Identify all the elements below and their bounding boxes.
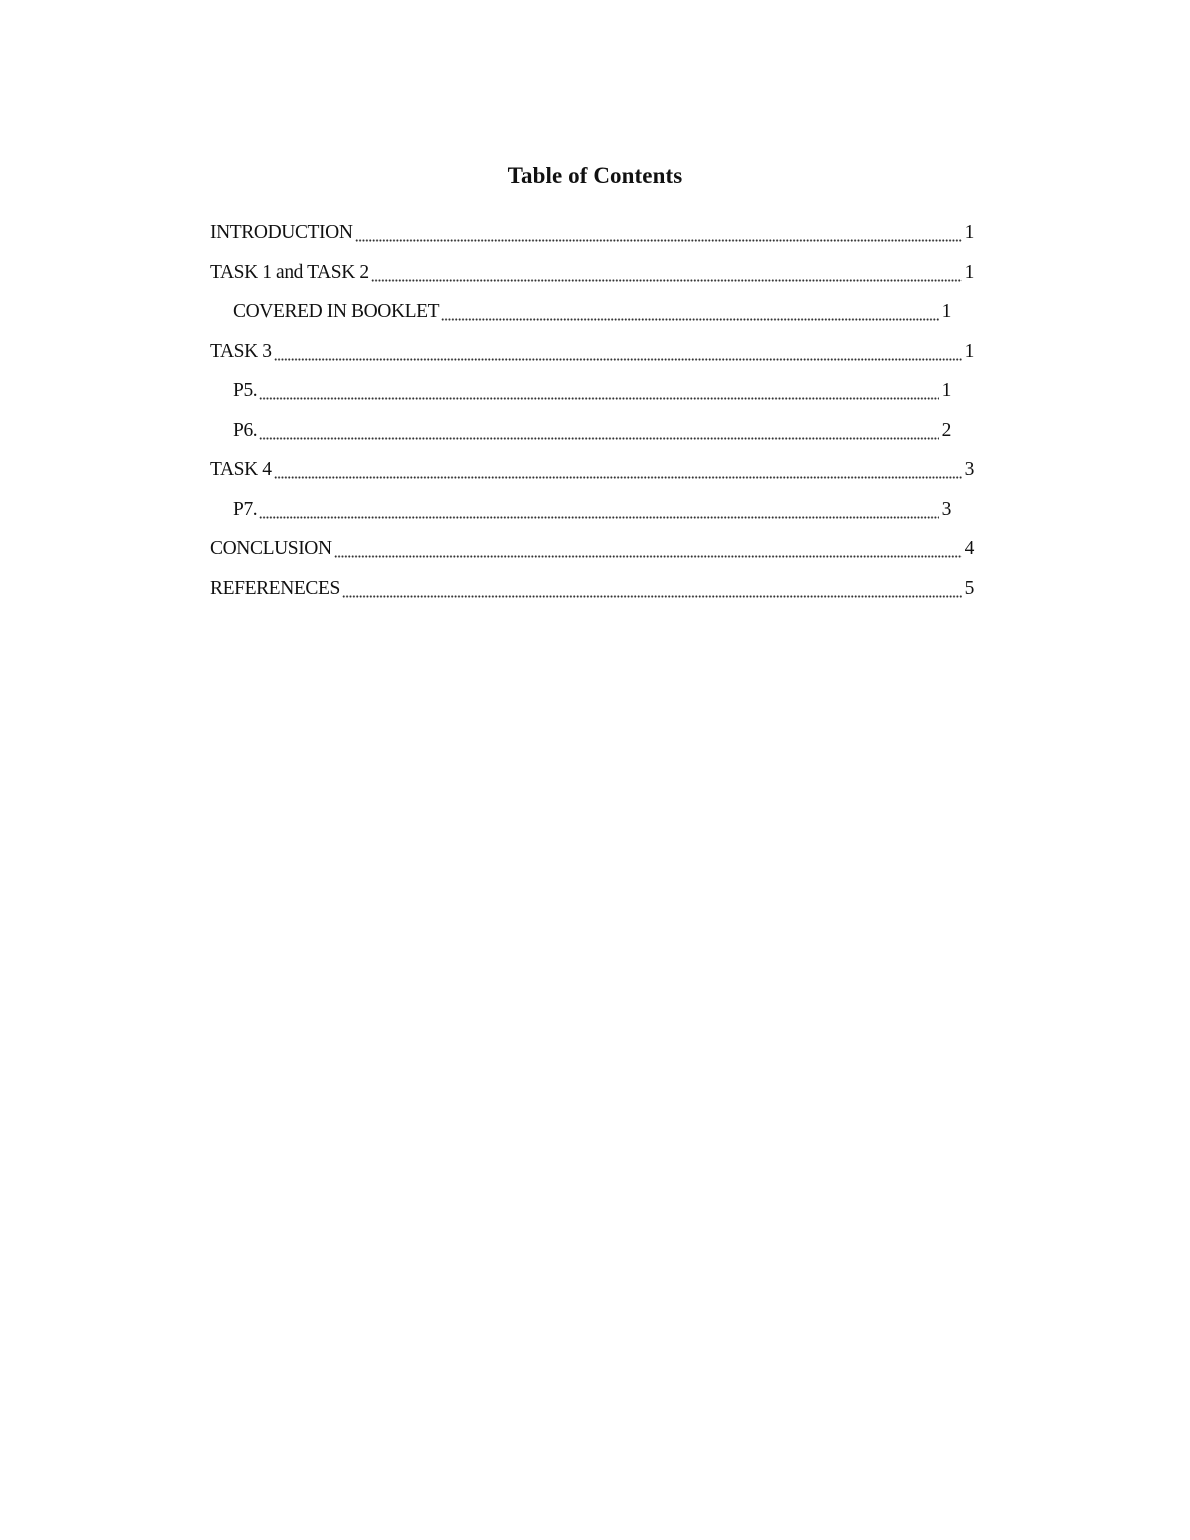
toc-entry-text: TASK 1 and TASK 2: [210, 261, 369, 283]
toc-entry-page: 3: [964, 459, 974, 480]
toc-entry-text: TASK 3: [210, 340, 272, 362]
toc-entry-text: P6.: [233, 419, 258, 441]
toc-entry-page: 4: [964, 538, 974, 559]
toc-entry[interactable]: [210, 574, 974, 614]
toc-leader-dots: [334, 534, 962, 564]
toc-entry-page: 1: [941, 380, 951, 401]
toc-entry-page: 1: [964, 222, 974, 243]
toc-entry-page: 3: [941, 498, 951, 520]
toc-entry-text: REFERENECES: [210, 577, 340, 599]
toc-leader-dots: [371, 258, 962, 288]
toc-subentry[interactable]: [210, 376, 974, 416]
toc-entry-text: INTRODUCTION: [210, 222, 353, 243]
toc-entry[interactable]: [210, 337, 974, 377]
toc-leader-dots: [259, 495, 938, 525]
toc-list: [210, 218, 974, 613]
toc-leader-dots: [355, 218, 962, 248]
toc-entry-page: 1: [964, 340, 974, 362]
toc-title: Table of Contents: [507, 163, 683, 188]
toc-entry-page: 1: [964, 261, 974, 283]
toc-subentry[interactable]: [210, 416, 974, 456]
toc-leader-dots: [274, 455, 962, 485]
toc-entry[interactable]: [210, 218, 974, 258]
toc-leader-dots: [342, 574, 962, 604]
toc-entry-text: CONCLUSION: [210, 538, 332, 559]
toc-entry-page: 1: [941, 301, 951, 322]
toc-entry-text: COVERED IN BOOKLET: [233, 301, 440, 322]
toc-subentry[interactable]: [210, 495, 974, 535]
toc-leader-dots: [259, 376, 938, 406]
toc-entry-text: P7.: [233, 498, 258, 520]
toc-entry-page: 2: [941, 419, 951, 441]
toc-entry[interactable]: [210, 534, 974, 574]
toc-entry[interactable]: [210, 455, 974, 495]
toc-leader-dots: [274, 337, 962, 367]
toc-entry-text: TASK 4: [210, 459, 272, 480]
toc-leader-dots: [259, 416, 938, 446]
toc-entry-page: 5: [964, 577, 974, 599]
toc-entry[interactable]: [210, 258, 974, 298]
toc-entry-text: P5.: [233, 380, 258, 401]
toc-subentry[interactable]: [210, 297, 974, 337]
toc-leader-dots: [441, 297, 938, 327]
